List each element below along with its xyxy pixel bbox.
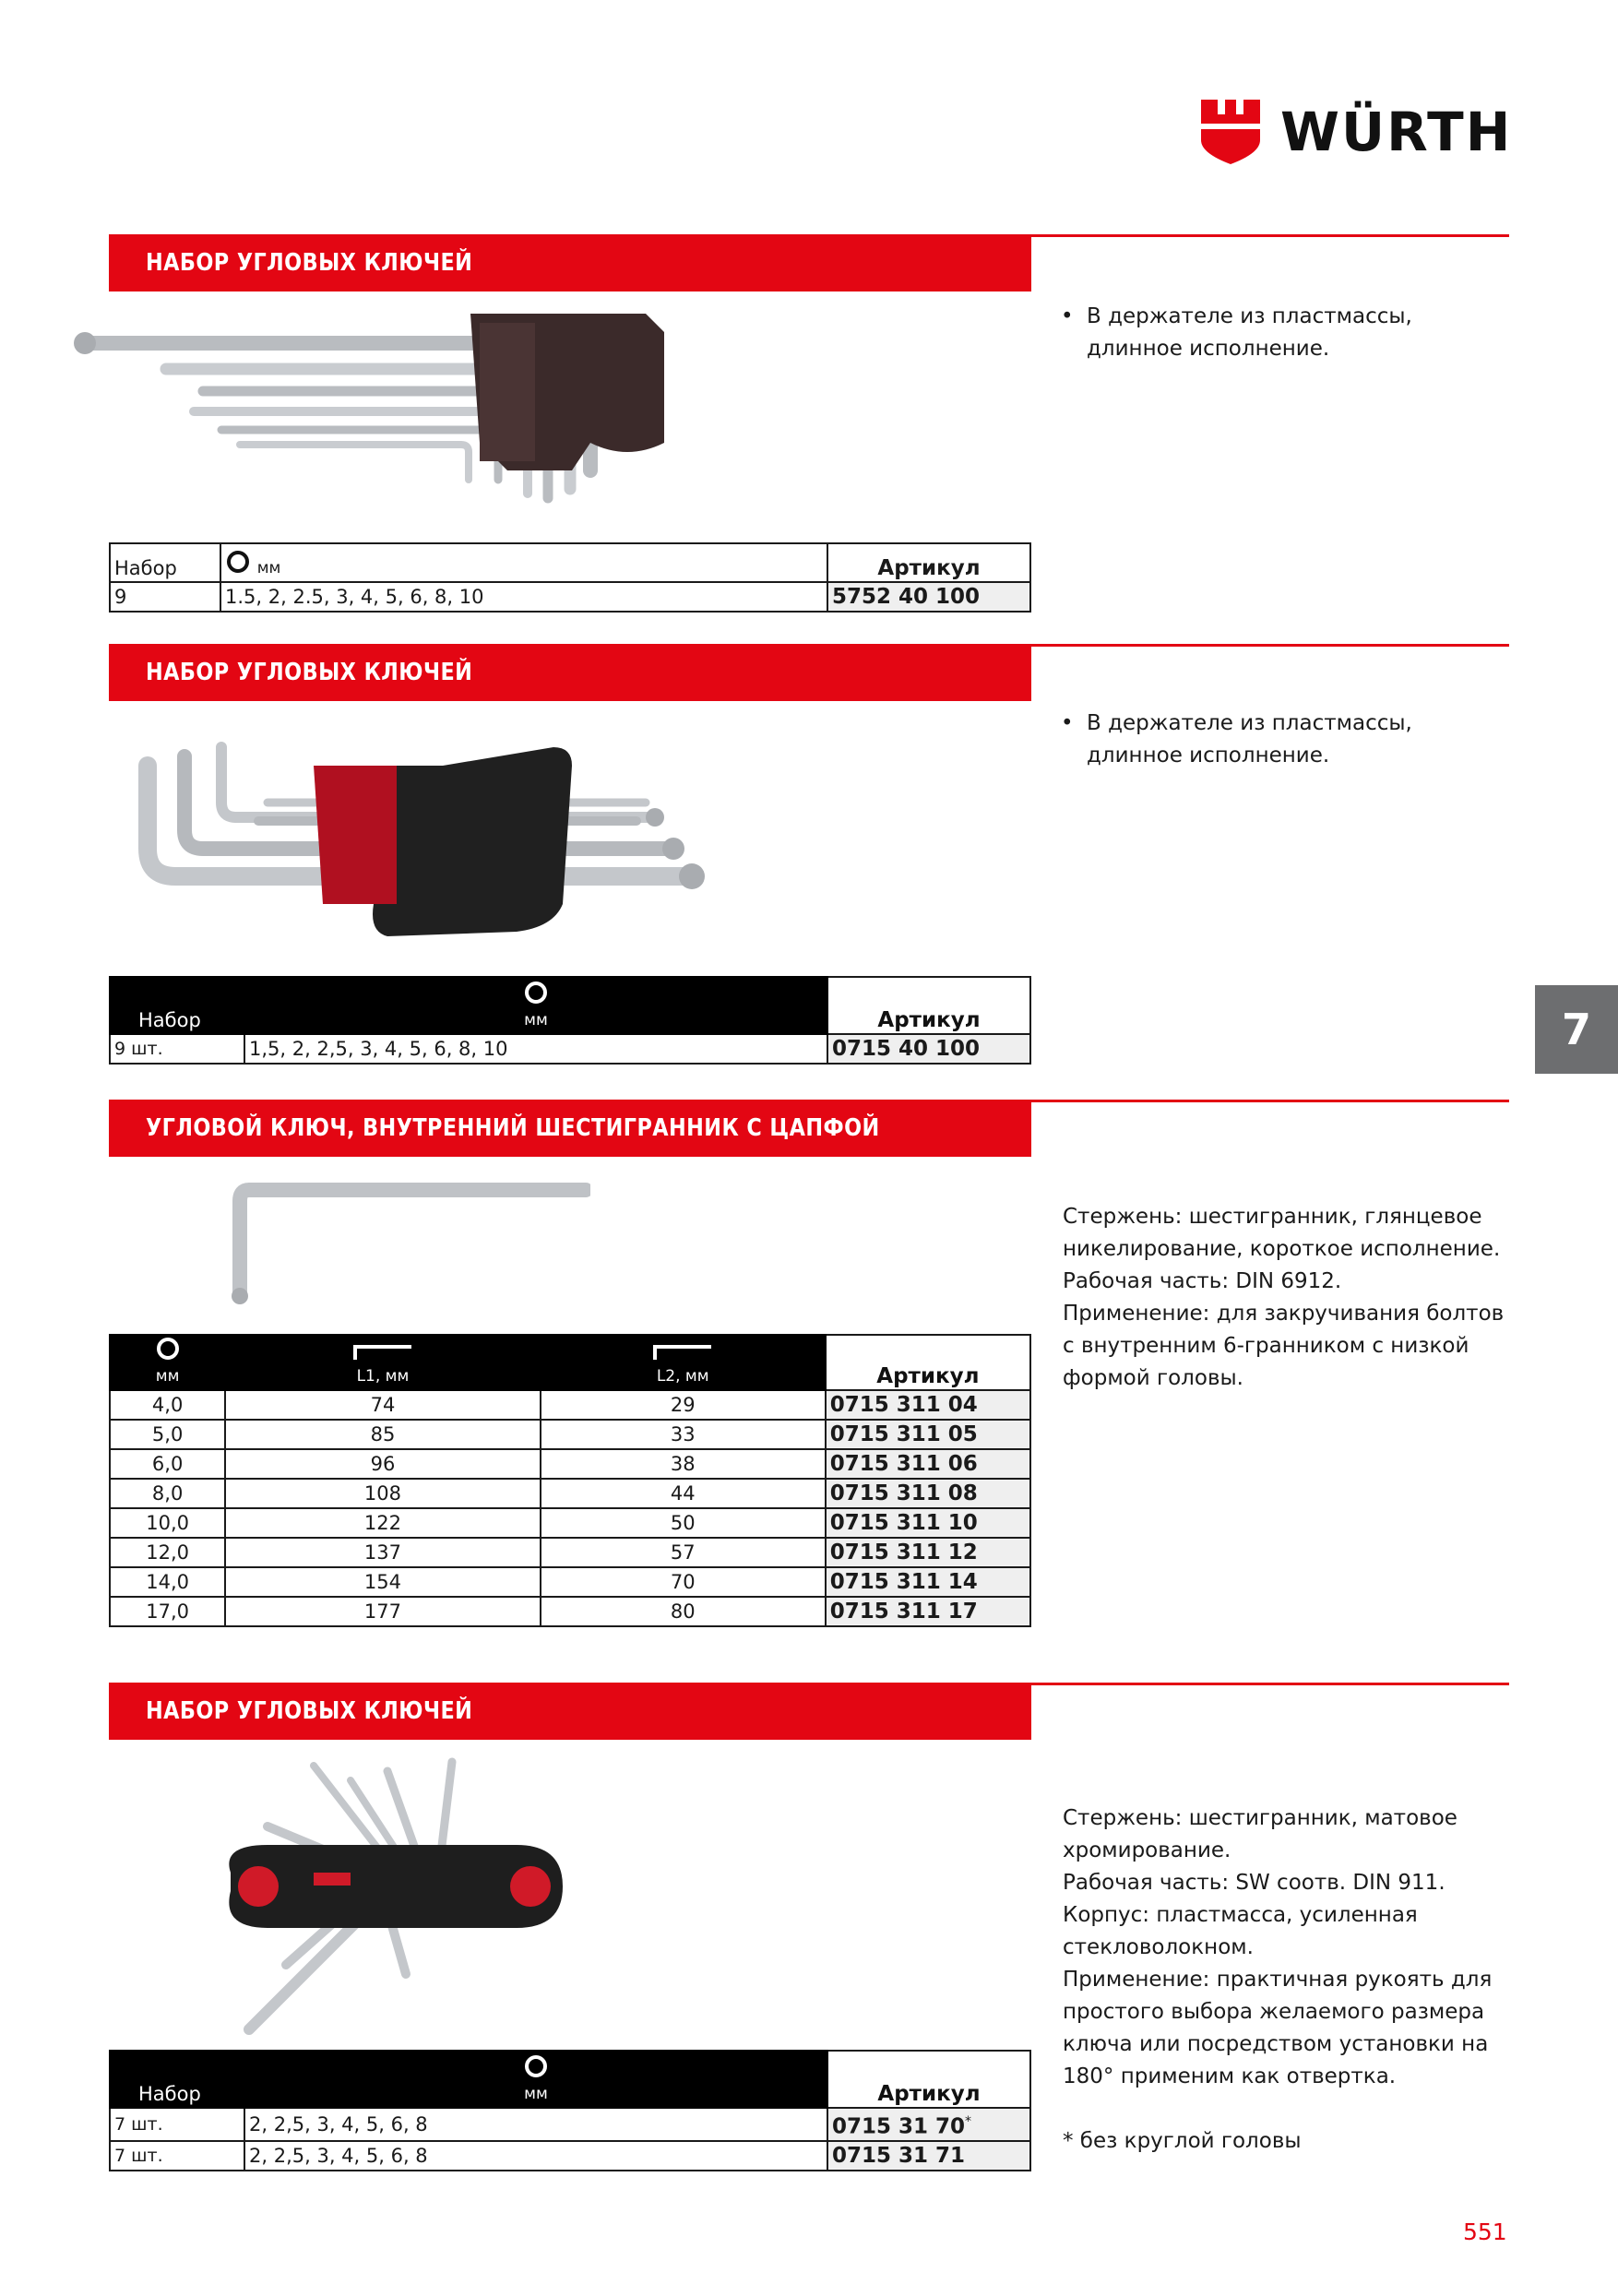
- product-image-hex-key-set-long: [74, 304, 775, 517]
- brand-name: WÜRTH: [1280, 101, 1513, 163]
- cell-l1: 108: [225, 1479, 540, 1508]
- cell-size: 5,0: [110, 1420, 225, 1449]
- cell-sizes: 1.5, 2, 2.5, 3, 4, 5, 6, 8, 10: [220, 582, 827, 612]
- cell-l1: 122: [225, 1508, 540, 1538]
- l-shape-short-icon: [652, 1341, 713, 1362]
- table-header-row: [110, 543, 1030, 582]
- table-row: [110, 2108, 1030, 2141]
- cell-set: 9 шт.: [110, 1034, 244, 1064]
- product-image-hex-key-set-ball: [120, 729, 729, 950]
- table-header-row: [110, 1335, 1030, 1390]
- footnote: * без круглой головы: [1063, 2129, 1302, 2153]
- cell-article: 0715 31 71: [827, 2141, 1030, 2171]
- cell-l2: 70: [541, 1567, 826, 1597]
- description-line: никелирование, короткое исполнение.: [1063, 1237, 1501, 1261]
- hex-icon: [225, 549, 251, 575]
- cell-l2: 57: [541, 1538, 826, 1567]
- section-title: НАБОР УГЛОВЫХ КЛЮЧЕЙ: [109, 1683, 1031, 1740]
- description-line: 180° применим как отвертка.: [1063, 2064, 1397, 2088]
- header-size: мм: [110, 1335, 225, 1390]
- article-number: 0715 31 70: [832, 2114, 966, 2139]
- header-article: Артикул: [827, 2051, 1030, 2108]
- cell-size: 12,0: [110, 1538, 225, 1567]
- product-table: [109, 1334, 1031, 1627]
- product-image-hex-key-single: [221, 1172, 590, 1310]
- cell-size: 4,0: [110, 1390, 225, 1420]
- section-description: [1061, 708, 1504, 772]
- cell-article: 0715 40 100: [827, 1034, 1030, 1064]
- product-table: [109, 2050, 1031, 2171]
- chapter-tab: 7: [1535, 985, 1618, 1074]
- description-line: ключа или посредством установки на: [1063, 2032, 1489, 2056]
- table-row: [110, 1597, 1030, 1626]
- description-line: Применение: для закручивания болтов: [1063, 1302, 1505, 1326]
- header-article: Артикул: [826, 1335, 1030, 1390]
- cell-article: 0715 311 12: [826, 1538, 1030, 1567]
- cell-set: 7 шт.: [110, 2141, 244, 2171]
- description-line: Рабочая часть: DIN 6912.: [1063, 1269, 1342, 1293]
- description-bullet: • В держателе из пластмассы, длинное исполнение.: [1061, 708, 1504, 772]
- cell-article: 0715 311 17: [826, 1597, 1030, 1626]
- cell-article: 0715 311 14: [826, 1567, 1030, 1597]
- cell-article: 0715 311 04: [826, 1390, 1030, 1420]
- table-header-row: [110, 977, 1030, 1034]
- header-size: мм: [220, 543, 827, 582]
- cell-sizes: 1,5, 2, 2,5, 3, 4, 5, 6, 8, 10: [244, 1034, 827, 1064]
- header-size: мм: [244, 977, 827, 1034]
- table-row: [110, 1034, 1030, 1064]
- product-table: [109, 542, 1031, 613]
- cell-article: 5752 40 100: [827, 582, 1030, 612]
- section-title: УГЛОВОЙ КЛЮЧ, ВНУТРЕННИЙ ШЕСТИГРАННИК С ЦАПФОЙ: [109, 1100, 1031, 1157]
- description-line: простого выбора желаемого размера: [1063, 2000, 1485, 2024]
- cell-l1: 137: [225, 1538, 540, 1567]
- cell-l1: 85: [225, 1420, 540, 1449]
- table-header-row: [110, 2051, 1030, 2108]
- cell-l1: 74: [225, 1390, 540, 1420]
- table-row: [110, 1567, 1030, 1597]
- cell-l1: 96: [225, 1449, 540, 1479]
- section-rule: [1029, 644, 1509, 647]
- hex-icon: [523, 980, 549, 1005]
- page-number: 551: [1463, 2219, 1507, 2245]
- table-row: [110, 582, 1030, 612]
- header-set: Набор: [110, 977, 244, 1034]
- section-title: НАБОР УГЛОВЫХ КЛЮЧЕЙ: [109, 234, 1031, 291]
- cell-sizes: 2, 2,5, 3, 4, 5, 6, 8: [244, 2141, 827, 2171]
- section-rule: [1029, 234, 1509, 237]
- cell-size: 14,0: [110, 1567, 225, 1597]
- description-line: Стержень: шестигранник, глянцевое: [1063, 1205, 1482, 1229]
- table-row: [110, 1538, 1030, 1567]
- cell-set: 7 шт.: [110, 2108, 244, 2141]
- section-description: [1061, 301, 1504, 365]
- cell-l2: 29: [541, 1390, 826, 1420]
- header-size: мм: [244, 2051, 827, 2108]
- description-line: Корпус: пластмасса, усиленная: [1063, 1903, 1418, 1927]
- cell-l2: 80: [541, 1597, 826, 1626]
- description-line: Применение: практичная рукоять для: [1063, 1968, 1493, 1992]
- description-line: Стержень: шестигранник, матовое: [1063, 1806, 1457, 1830]
- cell-article: 0715 311 10: [826, 1508, 1030, 1538]
- header-article: Артикул: [827, 977, 1030, 1034]
- description-line: с внутренним 6-гранником с низкой: [1063, 1334, 1469, 1358]
- cell-size: 8,0: [110, 1479, 225, 1508]
- cell-article: [827, 2108, 1030, 2141]
- product-table: [109, 976, 1031, 1065]
- hex-icon: [523, 2053, 549, 2079]
- cell-article: 0715 311 06: [826, 1449, 1030, 1479]
- cell-l1: 177: [225, 1597, 540, 1626]
- description-line: хромирование.: [1063, 1838, 1231, 1862]
- cell-l2: 44: [541, 1479, 826, 1508]
- header-set: Набор: [110, 543, 220, 582]
- cell-article: 0715 311 08: [826, 1479, 1030, 1508]
- section-description: [1063, 1201, 1505, 1395]
- description-line: Рабочая часть: SW соотв. DIN 911.: [1063, 1871, 1445, 1895]
- hex-icon: [155, 1336, 181, 1362]
- footnote-mark: *: [965, 2114, 972, 2129]
- section-rule: [1029, 1683, 1509, 1685]
- cell-size: 6,0: [110, 1449, 225, 1479]
- table-row: [110, 1390, 1030, 1420]
- description-bullet: • В держателе из пластмассы, длинное исполнение.: [1061, 301, 1504, 365]
- product-image-folding-hex-key-set: [212, 1753, 600, 2048]
- cell-size: 10,0: [110, 1508, 225, 1538]
- header-set: Набор: [110, 2051, 244, 2108]
- header-article: Артикул: [827, 543, 1030, 582]
- cell-l2: 50: [541, 1508, 826, 1538]
- cell-sizes: 2, 2,5, 3, 4, 5, 6, 8: [244, 2108, 827, 2141]
- header-l1: L1, мм: [225, 1335, 540, 1390]
- section-description: [1063, 1802, 1505, 2158]
- cell-article: 0715 311 05: [826, 1420, 1030, 1449]
- section-rule: [1029, 1100, 1509, 1102]
- table-row: [110, 2141, 1030, 2171]
- cell-l1: 154: [225, 1567, 540, 1597]
- table-row: [110, 1420, 1030, 1449]
- cell-size: 17,0: [110, 1597, 225, 1626]
- wurth-logo-icon: [1201, 100, 1260, 164]
- description-line: стекловолокном.: [1063, 1935, 1254, 1959]
- description-line: формой головы.: [1063, 1366, 1243, 1390]
- wurth-logo: [1201, 98, 1511, 166]
- section-title: НАБОР УГЛОВЫХ КЛЮЧЕЙ: [109, 644, 1031, 701]
- cell-l2: 33: [541, 1420, 826, 1449]
- cell-set: 9: [110, 582, 220, 612]
- table-row: [110, 1508, 1030, 1538]
- table-row: [110, 1479, 1030, 1508]
- header-l2: L2, мм: [541, 1335, 826, 1390]
- cell-l2: 38: [541, 1449, 826, 1479]
- table-row: [110, 1449, 1030, 1479]
- l-shape-long-icon: [352, 1341, 413, 1362]
